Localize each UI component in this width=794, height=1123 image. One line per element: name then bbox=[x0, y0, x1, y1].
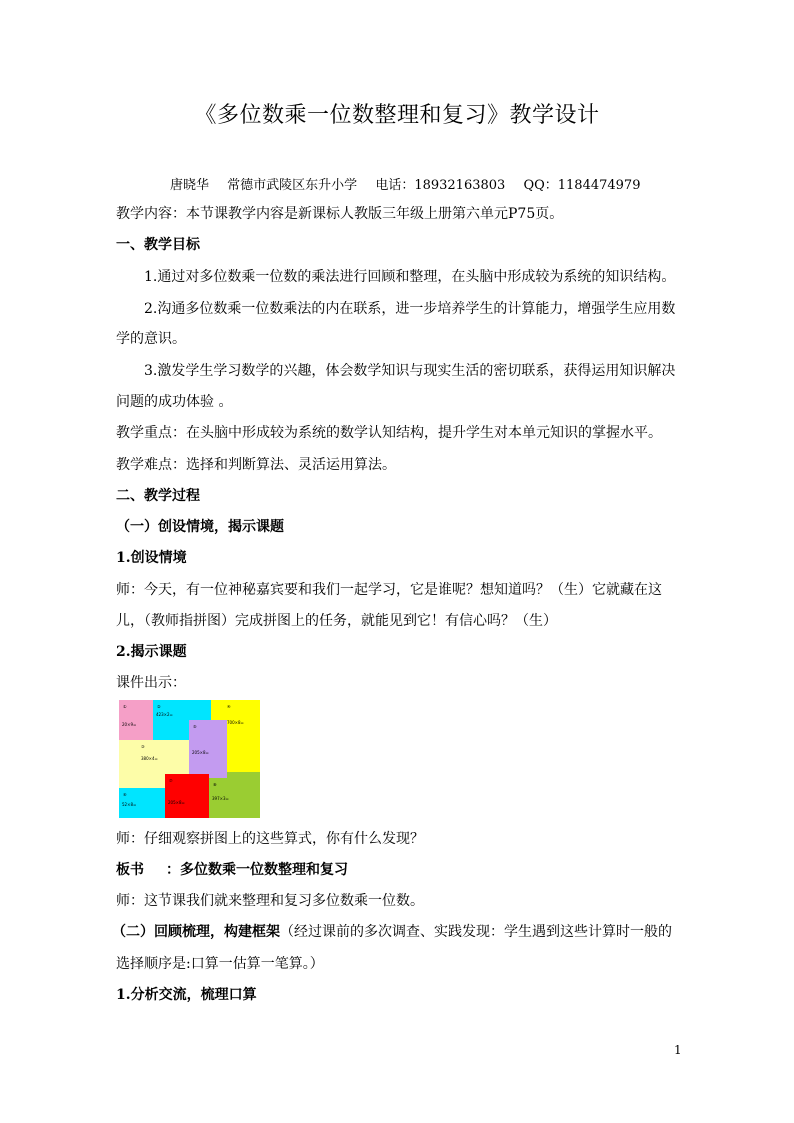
puzzle-tile: ① 20×9= bbox=[119, 700, 153, 740]
part-heading-2: （二）回顾梳理，构建框架 bbox=[112, 924, 280, 940]
courseware-label: 课件出示： bbox=[116, 675, 186, 691]
puzzle-tile: ④ 700×8= bbox=[211, 700, 260, 772]
puzzle-tile: ⑦ 205×8= bbox=[165, 774, 209, 818]
section-heading-goals: 一、教学目标 bbox=[116, 237, 200, 253]
goal-2b: 学的意识。 bbox=[116, 331, 186, 347]
step-heading-3: 1.分析交流，梳理口算 bbox=[116, 987, 257, 1003]
board-line bbox=[116, 860, 686, 880]
board-label: 板书 bbox=[116, 862, 144, 878]
author-line bbox=[170, 174, 654, 193]
puzzle-tile: ⑤ 205×8= bbox=[189, 720, 227, 778]
teacher-line-2: 师：仔细观察拼图上的这些算式，你有什么发现？ bbox=[116, 831, 424, 847]
author-name: 唐晓华 bbox=[170, 178, 210, 193]
page-number: 1 bbox=[674, 1043, 682, 1057]
step-heading-2: 2.揭示课题 bbox=[116, 644, 187, 660]
goal-3b: 问题的成功体验 。 bbox=[116, 394, 233, 410]
teacher-line-1b: 儿，（教师指拼图）完成拼图上的任务，就能见到它！有信心吗？（生） bbox=[116, 613, 557, 629]
puzzle-image bbox=[119, 700, 260, 818]
puzzle-tile bbox=[149, 788, 165, 818]
part-heading-1: （一）创设情境，揭示课题 bbox=[116, 519, 284, 535]
author-qq: QQ：1184474979 bbox=[523, 178, 641, 193]
part-heading-2-note: （经过课前的多次调查、实践发现：学生遇到这些计算时一般的 bbox=[280, 924, 672, 940]
puzzle-tile: ⑥ 52×8= bbox=[119, 788, 149, 818]
part-heading-2-cont: 选择顺序是:口算一估算一笔算。） bbox=[116, 956, 324, 972]
puzzle-tile: ③ 380×4= bbox=[119, 740, 189, 788]
board-text: ：多位数乘一位数整理和复习 bbox=[166, 862, 348, 878]
teacher-line-1a: 师：今天，有一位神秘嘉宾要和我们一起学习，它是谁呢？想知道吗？（生）它就藏在这 bbox=[116, 582, 662, 598]
author-school: 常德市武陵区东升小学 bbox=[227, 178, 358, 193]
puzzle-tile: ⑧ 397×3= bbox=[209, 778, 260, 818]
document-title: 《多位数乘一位数整理和复习》教学设计 bbox=[194, 103, 600, 128]
part-heading-2-line bbox=[112, 922, 682, 942]
goal-3a: 3.激发学生学习数学的兴趣，体会数学知识与现实生活的密切联系，获得运用知识解决 bbox=[144, 363, 676, 379]
key-point: 教学重点：在头脑中形成较为系统的数学认知结构，提升学生对本单元知识的掌握水平。 bbox=[116, 425, 662, 441]
difficulty: 教学难点：选择和判断算法、灵活运用算法。 bbox=[116, 457, 396, 473]
goal-1: 1.通过对多位数乘一位数的乘法进行回顾和整理，在头脑中形成较为系统的知识结构。 bbox=[144, 269, 676, 285]
section-heading-process: 二、教学过程 bbox=[116, 488, 200, 504]
puzzle-tile: ② 423×2= bbox=[153, 700, 211, 740]
content-line: 教学内容：本节课教学内容是新课标人教版三年级上册第六单元P75页。 bbox=[116, 206, 564, 222]
step-heading-1: 1.创设情境 bbox=[116, 550, 187, 566]
teacher-line-3: 师：这节课我们就来整理和复习多位数乘一位数。 bbox=[116, 893, 424, 909]
goal-2a: 2.沟通多位数乘一位数乘法的内在联系，进一步培养学生的计算能力，增强学生应用数 bbox=[144, 301, 676, 317]
author-phone: 电话：18932163803 bbox=[375, 178, 506, 193]
